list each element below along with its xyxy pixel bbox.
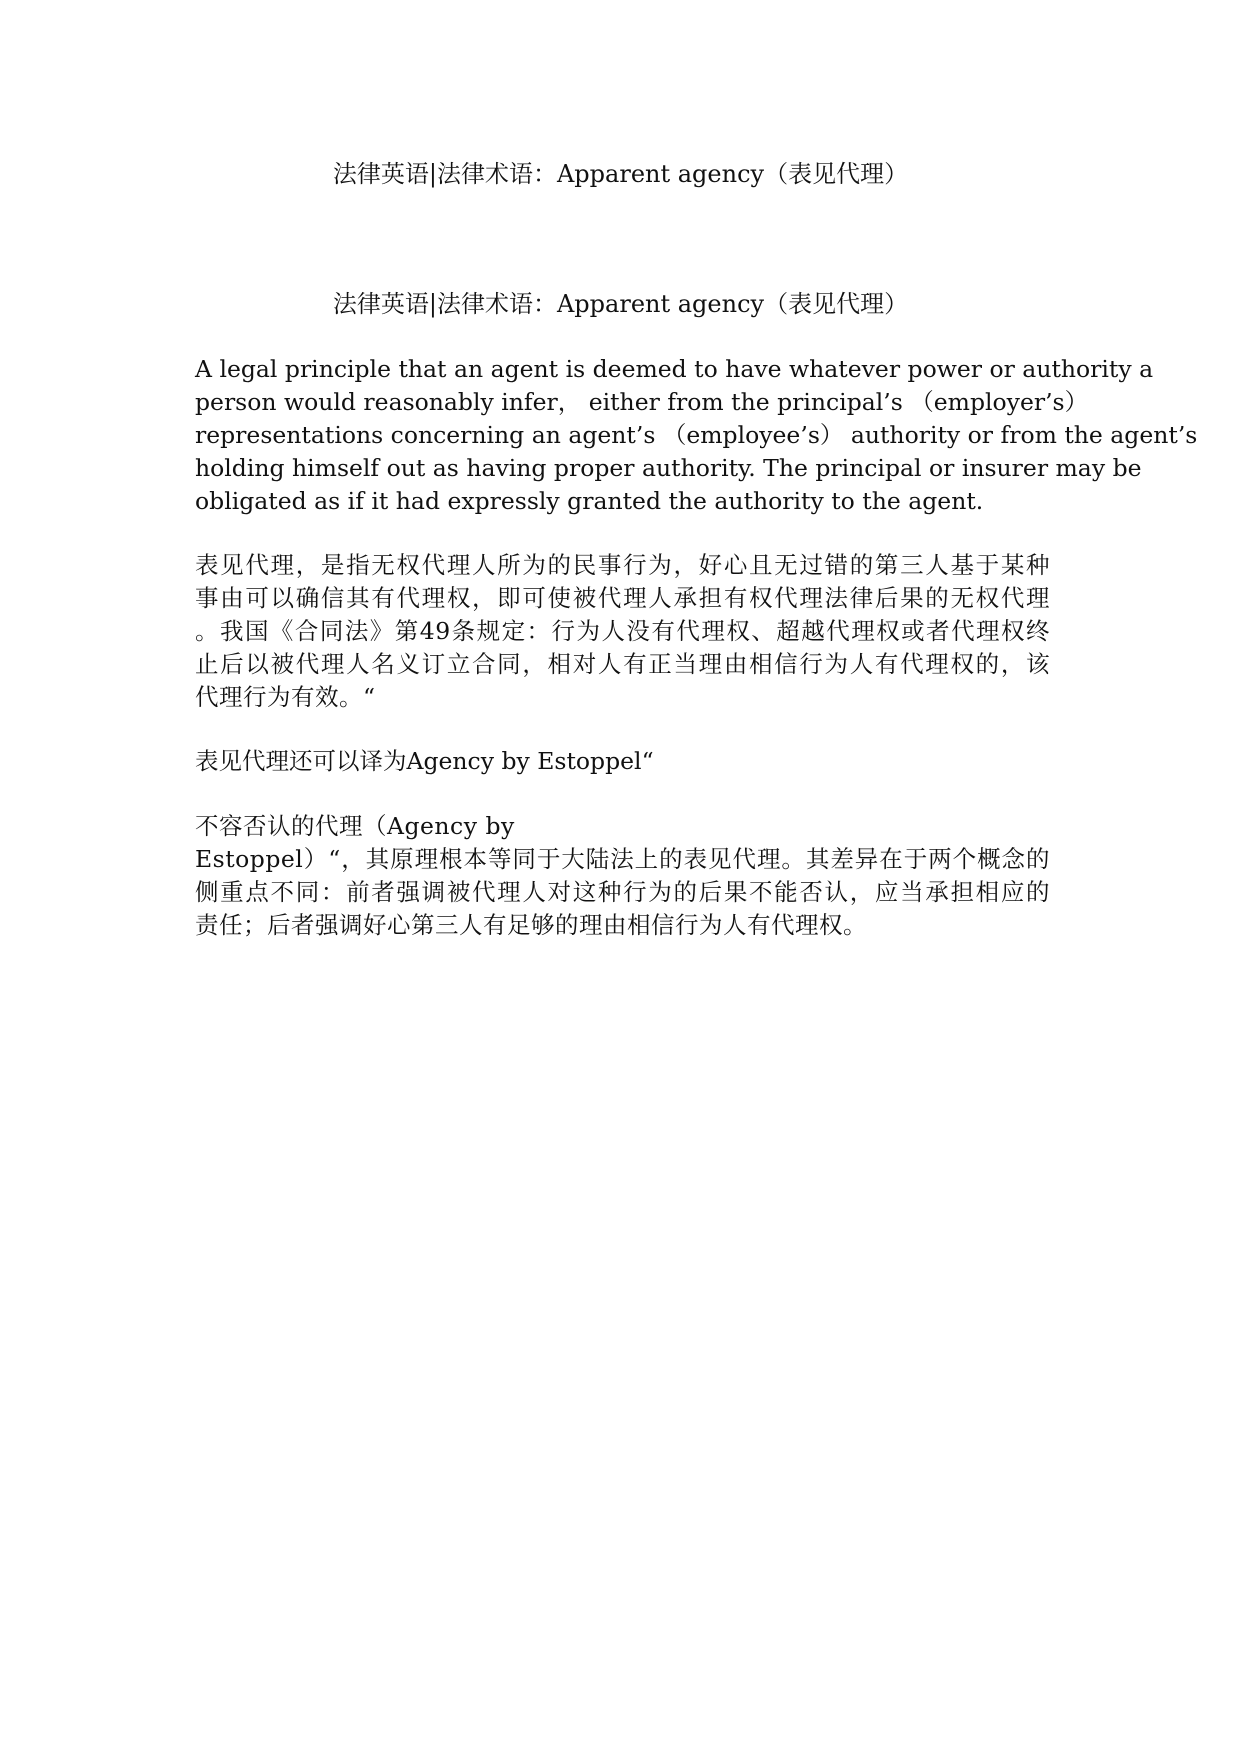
text-line: holding himself out as having proper authority. The principal or insurer may be: [195, 454, 1142, 482]
text-line: 。我国《合同法》第49条规定：行为人没有代理权、超越代理权或者代理权终: [195, 617, 1050, 645]
paragraph-alternative-translation: [195, 745, 1050, 778]
text-line: 事由可以确信其有代理权，即可使被代理人承担有权代理法律后果的无权代理: [195, 584, 1050, 612]
paragraph-english-definition: [195, 353, 1198, 518]
text-line: A legal principle that an agent is deemed to have whatever power or authority a: [195, 355, 1154, 383]
text-line: 表见代理还可以译为Agency by Estoppel“: [195, 747, 654, 775]
paragraph-agency-by-estoppel: [195, 810, 1050, 942]
text-line: 表见代理，是指无权代理人所为的民事行为，好心且无过错的第三人基于某种: [195, 551, 1050, 579]
article-title: 法律英语|法律术语：Apparent agency（表见代理）: [332, 290, 909, 318]
text-line: 侧重点不同：前者强调被代理人对这种行为的后果不能否认，应当承担相应的: [195, 878, 1050, 906]
text-line: 代理行为有效。“: [195, 683, 376, 711]
text-line: 责任；后者强调好心第三人有足够的理由相信行为人有代理权。: [195, 911, 867, 939]
text-line: obligated as if it had expressly granted the authority to the agent.: [195, 487, 984, 515]
text-line: Estoppel）“，其原理根本等同于大陆法上的表见代理。其差异在于两个概念的: [195, 845, 1050, 873]
text-line: representations concerning an agent’s （employee’s） authority or from the agent’s: [195, 421, 1198, 449]
text-line: person would reasonably infer， either from the principal’s （employer’s）: [195, 388, 1089, 416]
paragraph-chinese-definition: [195, 549, 1050, 714]
text-line: 不容否认的代理（Agency by: [195, 812, 515, 840]
text-line: 止后以被代理人名义订立合同，相对人有正当理由相信行为人有代理权的，该: [195, 650, 1050, 678]
page-title: 法律英语|法律术语：Apparent agency（表见代理）: [332, 160, 909, 188]
